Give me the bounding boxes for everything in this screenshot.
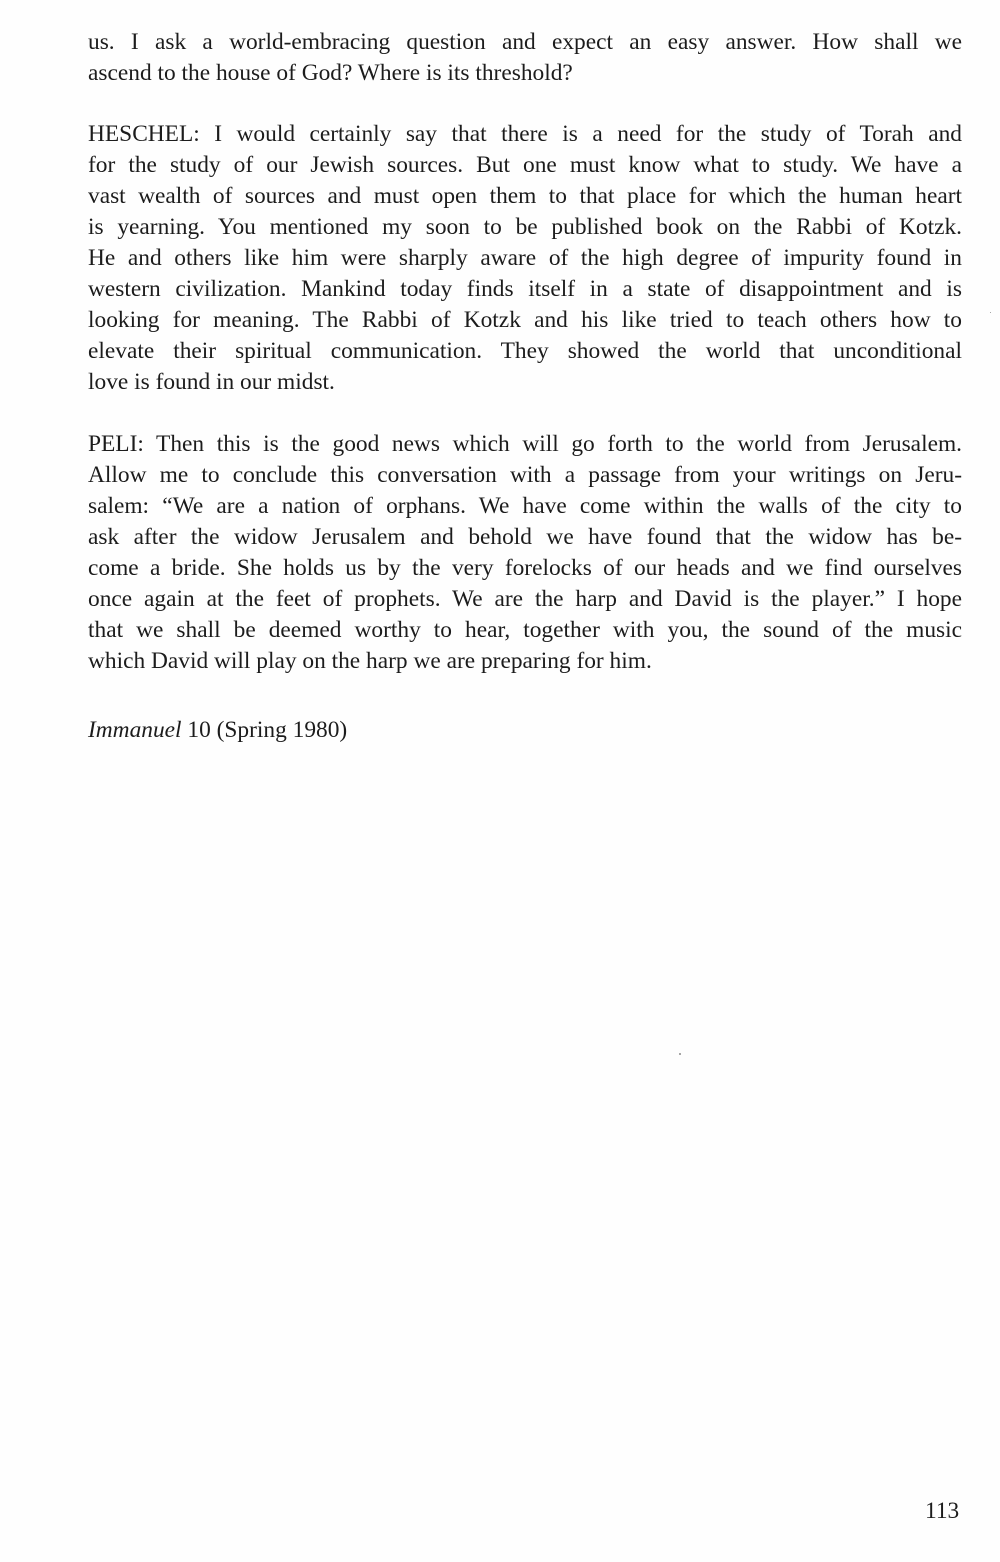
- paragraph-heschel-answer: [88, 119, 962, 398]
- text-line: once again at the feet of prophets. We are the harp and David is the player.” I hope: [88, 586, 962, 612]
- text-line: Allow me to conclude this conversation with a passage from your writings on Jeru-: [88, 462, 962, 488]
- text-line: western civilization. Mankind today finds itself in a state of disappointment and is: [88, 276, 962, 302]
- text-line: come a bride. She holds us by the very forelocks of our heads and we find ourselves: [88, 555, 962, 581]
- scan-speck: [679, 1053, 681, 1055]
- text-line: is yearning. You mentioned my soon to be published book on the Rabbi of Kotzk.: [88, 214, 962, 240]
- source-citation: [88, 715, 962, 746]
- text-line: vast wealth of sources and must open them to that place for which the human heart: [88, 183, 962, 209]
- text-line: for the study of our Jewish sources. But one must know what to study. We have a: [88, 152, 962, 178]
- text-line: which David will play on the harp we are preparing for him.: [88, 648, 652, 674]
- citation-journal: Immanuel: [88, 717, 182, 743]
- text-line: ask after the widow Jerusalem and behold we have found that the widow has be-: [88, 524, 962, 550]
- text-line: elevate their spiritual communication. They showed the world that unconditional: [88, 338, 962, 364]
- text-line: salem: “We are a nation of orphans. We have come within the walls of the city to: [88, 493, 962, 519]
- text-line: love is found in our midst.: [88, 369, 335, 395]
- citation-details: 10 (Spring 1980): [181, 717, 348, 743]
- text-line: looking for meaning. The Rabbi of Kotzk and his like tried to teach others how to: [88, 307, 962, 333]
- scan-speck: [990, 312, 991, 313]
- citation-line: [88, 715, 962, 746]
- paragraph-peli-conclusion: [88, 429, 962, 677]
- text-line: He and others like him were sharply aware of the high degree of impurity found in: [88, 245, 962, 271]
- text-line: that we shall be deemed worthy to hear, together with you, the sound of the music: [88, 617, 962, 643]
- paragraph-closing-question: [88, 27, 962, 89]
- text-line: us. I ask a world-embracing question and expect an easy answer. How shall we: [88, 29, 962, 55]
- text-line: PELI: Then this is the good news which will go forth to the world from Jerusalem.: [88, 431, 962, 457]
- page-number: 113: [925, 1498, 960, 1524]
- text-line: HESCHEL: I would certainly say that there is a need for the study of Torah and: [88, 121, 962, 147]
- text-line: ascend to the house of God? Where is its threshold?: [88, 60, 573, 86]
